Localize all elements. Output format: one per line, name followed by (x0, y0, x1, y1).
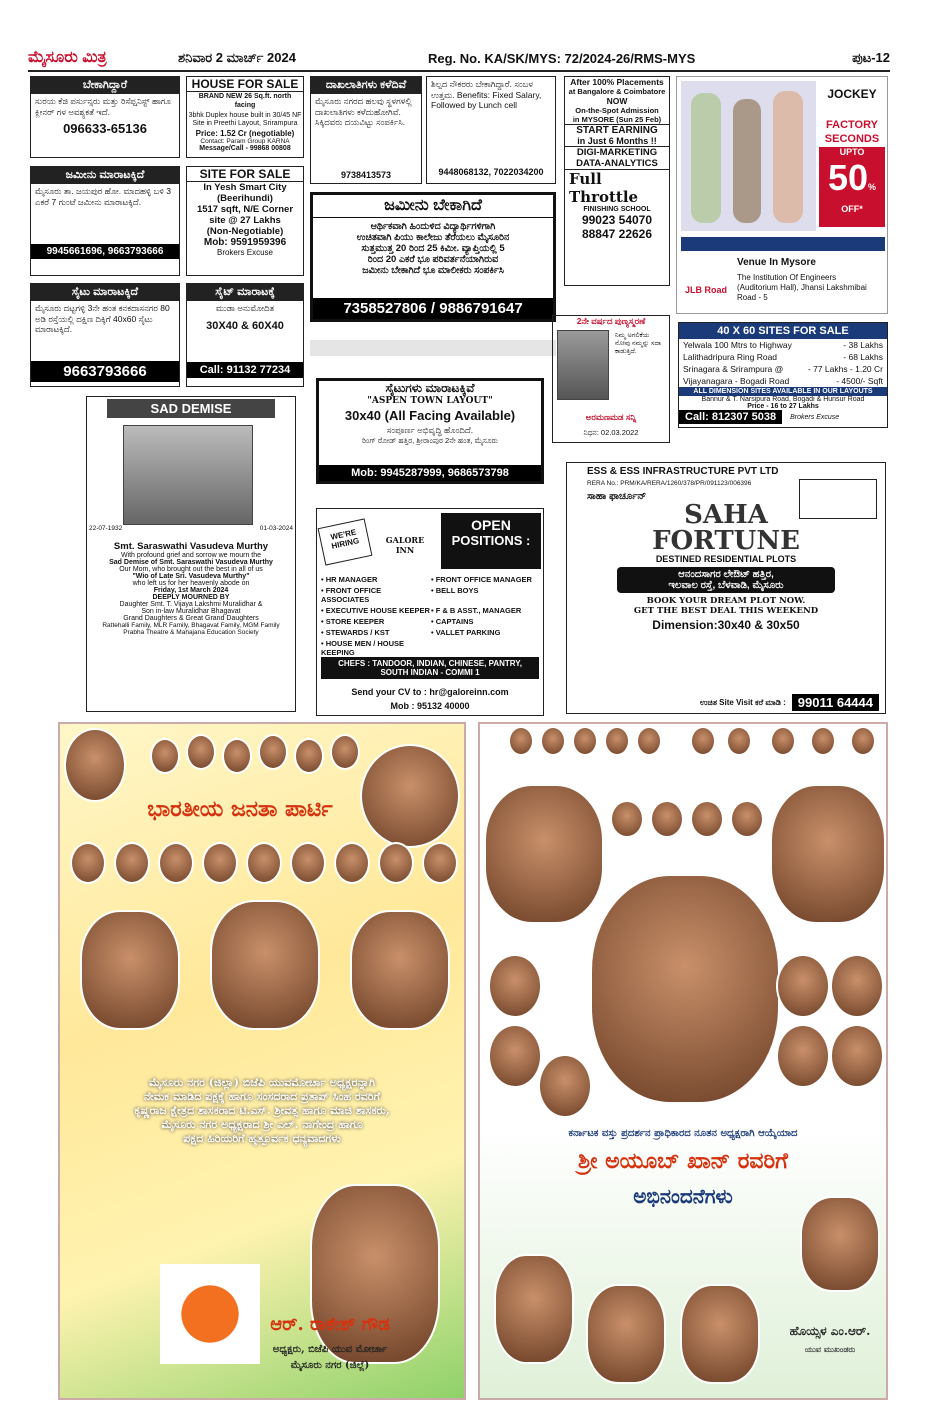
brand-line: Full (569, 170, 602, 188)
ad-line: ರಿಂದ 20 ಎಕರೆ ಭೂ ಪರಿವರ್ತನೆಯಾಗಿರುವ (367, 254, 499, 265)
ad-phone: 7358527806 / 9886791647 (313, 298, 553, 319)
cta-line: GET THE BEST DEAL THIS WEEKEND (633, 606, 819, 616)
candidate-role: ಮೈಸೂರು ನಗರ (ಜಿಲ್ಲೆ) (290, 1360, 370, 1371)
congress-congratulations-ad (478, 722, 888, 1400)
leader-photo (810, 726, 836, 756)
ad-title: ದಾಖಲಾತಿಗಳು ಕಳೆದಿವೆ (311, 77, 421, 94)
ad-body: ಮೈಸೂರು ನಗರದ ಹಲವು ಸ್ಥಳಗಳಲ್ಲಿ ದಾಖಲಾತಿಗಳು ಕಳೆದುಹೋಗಿವೆ. ಸಿಕ್ಕಿದವರು ದಯವಿಟ್ಟು ಸಂಪರ್ಕಿಸಿ. (315, 96, 412, 128)
memorial-date: ನಿಧನ: 02.03.2022 (583, 428, 639, 437)
ad-line: DATA-ANALYTICS (565, 158, 669, 170)
position-item: • EXECUTIVE HOUSE KEEPER (321, 606, 430, 615)
cta-line: BOOK YOUR DREAM PLOT NOW. (646, 596, 806, 606)
sale-line: FACTORY (826, 119, 878, 131)
classified-phone: 9945661696, 9663793666 (31, 244, 179, 259)
ad-line: (Beerihundi) (217, 193, 273, 204)
ad-line: START EARNING (565, 124, 669, 136)
birth-date: 22-07-1932 (89, 525, 123, 532)
discount-value: 50 (827, 157, 869, 198)
ad-note: Brokers Excuse (790, 413, 840, 421)
site-size: 30x40 (All Facing Available) (344, 408, 516, 423)
ad-line: ಸಂಪೂರ್ಣ ಅಭಿವೃದ್ಧಿ ಹೊಂದಿದೆ. (386, 425, 474, 435)
ad-line: On-the-Spot Admission (575, 106, 659, 115)
ad-title: 40 X 60 SITES FOR SALE (679, 323, 887, 339)
leader-photo (158, 842, 194, 884)
obit-line: Daughter Smt. T. Vijaya Lakshmi Muralidhar & (119, 601, 263, 608)
leader-photo (604, 726, 630, 756)
position-item: • VALLET PARKING (431, 628, 501, 637)
classified-title: ಸೈಟು ಮಾರಾಟಕ್ಕಿದೆ (31, 284, 179, 301)
obit-line: DEEPLY MOURNED BY (152, 594, 230, 601)
ad-note: Brokers Excuse (216, 248, 274, 257)
ad-line: at Bangalore & Coimbatore (568, 87, 666, 96)
ad-phone: Mob: 9945287999, 9686573798 (319, 465, 541, 481)
obit-line: Son in-law Muralidhar Bhagavat (141, 608, 241, 615)
registration-number: Reg. No. KA/SK/MYS: 72/2024-26/RMS-MYS (428, 50, 696, 66)
leader-photo (850, 726, 876, 756)
open-positions-badge (441, 513, 541, 569)
leader-photo (830, 954, 884, 1018)
memorial-ad (552, 315, 670, 443)
sender-name: ಹೊಯ್ಸಳ ಎಂ.ಆರ್. (789, 1324, 871, 1338)
layout-name: "ASPEN TOWN LAYOUT" (367, 396, 493, 406)
venue-address: (Auditorium Hall), Jhansi Lakshmibai (737, 283, 867, 292)
leader-photo (610, 800, 644, 838)
candidate-name: ಆರ್. ರಾಕೇಶ್ ಗೌಡ (270, 1314, 390, 1335)
leader-photo (330, 734, 360, 770)
sender-photo (800, 1196, 880, 1292)
company-name: ESS & ESS INFRASTRUCTURE PVT LTD (587, 466, 779, 477)
badge-line: POSITIONS : (451, 533, 531, 548)
message-line: ಕರ್ನಾಟಕ ವಸ್ತು ಪ್ರದರ್ಶನ ಪ್ರಾಧಿಕಾರದ ನೂತನ ಅಧ್ಯಕ್ಷರಾಗಿ ಆಯ್ಕೆಯಾದ (568, 1128, 798, 1139)
ad-phone: 9738413573 (340, 170, 392, 180)
jockey-sale-ad (676, 76, 888, 314)
site-price: - 77 Lakhs - 1.20 Cr (807, 364, 883, 374)
leader-photo (484, 784, 604, 924)
sites-line: Price - 16 to 27 Lakhs (747, 403, 819, 410)
badge-line: OPEN (471, 517, 511, 533)
leader-photo (334, 842, 370, 884)
leader-photo (538, 1054, 592, 1118)
leader-photo (70, 842, 106, 884)
leader-photo (726, 726, 752, 756)
position-item: • HR MANAGER (321, 575, 378, 584)
site-for-sale-ad (186, 166, 304, 276)
galore-inn-jobs-ad (316, 508, 544, 716)
ad-phone: 88847 22626 (581, 227, 653, 241)
ad-size: 30X40 & 60X40 (206, 319, 284, 332)
project-name: SAHA (684, 500, 768, 530)
brand-line: Throttle (569, 188, 639, 206)
bjp-congratulations-ad (58, 722, 466, 1400)
deceased-photo (123, 425, 253, 525)
upto-label: UPTO (839, 147, 865, 157)
ad-phone: Call: 91132 77234 (187, 362, 303, 378)
ad-line: ಆರ್ಥಿಕವಾಗಿ ಹಿಂದುಳಿದ ವಿದ್ಯಾರ್ಥಿಗಳಿಗಾಗಿ (370, 221, 496, 232)
lost-documents-ad (310, 76, 422, 184)
site-visit-label: ಉಚಿತ Site Visit ಕರೆ ಮಾಡಿ : (699, 697, 786, 707)
jobs-ad (426, 76, 556, 184)
land-wanted-ad (310, 192, 556, 322)
saha-fortune-ad (566, 462, 886, 714)
site-location: Yelwala 100 Mtrs to Highway (683, 340, 792, 350)
obit-line: "Wio of Late Sri. Vasudeva Murthy" (132, 573, 250, 580)
leader-photo (540, 726, 566, 756)
leader-photo (650, 800, 684, 838)
house-for-sale-ad (186, 76, 304, 158)
masthead: ಮೈಸೂರು ಮಿತ್ರ (28, 49, 107, 66)
ad-line: 3bhk Duplex house built in 30/45 NF (188, 111, 302, 119)
obit-line: who left us for her heavenly abode on (132, 580, 250, 587)
obit-line: Friday, 1st March 2024 (153, 587, 229, 594)
site-price: - 68 Lakhs (843, 352, 883, 362)
sale-line: SECONDS (824, 133, 880, 145)
page-header (28, 46, 890, 72)
model-figure (733, 99, 761, 223)
aspen-town-ad (316, 378, 544, 484)
supporter-photo (680, 1284, 760, 1384)
company-logo (799, 479, 877, 519)
project-name: FORTUNE (652, 526, 800, 556)
ad-line: DIGI-MARKETING (565, 146, 669, 158)
position-item: • BELL BOYS (431, 586, 479, 595)
leader-photo (378, 842, 414, 884)
sites-40x60-ad (678, 322, 888, 428)
message-line: ಕೃಷ್ಣರಾಜ ಕ್ಷೇತ್ರದ ಶಾಸಕರಾದ ಟಿ.ಎಸ್. ಶ್ರೀವತ್ಸ ಹಾಗೂ ಮಾಜಿ ಶಾಸಕರು, (134, 1104, 390, 1117)
location-line: ಇಲವಾಲ ರಸ್ತೆ, ಬೆಳವಾಡಿ, ಮೈಸೂರು (668, 580, 784, 591)
position-item: • FRONT OFFICE MANAGER (431, 575, 532, 584)
leader-photo (186, 734, 216, 770)
classified-phone: 096633-65136 (31, 119, 179, 138)
blank-strip (310, 340, 556, 356)
ad-line: NOW (606, 96, 628, 106)
leader-photo (80, 910, 180, 1030)
obit-line: Prabha Theatre & Mahajana Education Society (123, 629, 259, 636)
sad-demise-ad (86, 396, 296, 712)
ad-line: 1517 sqft, N/E Corner (196, 204, 294, 215)
candidate-role: ಅಧ್ಯಕ್ಷರು, ಬಿಜೆಪಿ ಯುವ ಮೋರ್ಚಾ (272, 1344, 388, 1355)
ad-line: Site in Preethi Layout, Srirampura (192, 120, 298, 128)
ad-line: site @ 27 Lakhs (209, 215, 281, 226)
candidate-photo (310, 1184, 440, 1364)
ad-phone: Mob : 95132 40000 (390, 701, 470, 711)
ad-line: BRAND NEW 26 Sq.ft. north facing (198, 93, 292, 109)
memorial-photo (557, 330, 609, 400)
project-name-kannada: ಸಾಹಾ ಫಾರ್ಚೂನ್ (587, 491, 647, 502)
position-item: • CAPTAINS (431, 617, 474, 626)
leader-photo (572, 726, 598, 756)
leader-photo (770, 726, 796, 756)
ad-title: ಜಮೀನು ಬೇಕಾಗಿದೆ (313, 195, 553, 218)
ad-line: in MYSORE (Sun 25 Feb) (572, 115, 662, 124)
ad-phone: 99023 54070 (581, 213, 653, 227)
plot-dimension: Dimension:30x40 & 30x50 (652, 618, 800, 632)
site-location: Vijayanagara - Bogadi Road (683, 376, 790, 386)
venue-title: Venue In Mysore (737, 257, 816, 268)
venue-address: Road - 5 (737, 293, 768, 302)
page-number: ಪುಟ-12 (852, 50, 890, 65)
leader-photo (776, 1024, 830, 1088)
model-figure (691, 93, 721, 223)
location-line: ಆನಂದಸಾಗರ ಲೇಔಟ್ ಹತ್ತಿರ, (678, 569, 774, 580)
leader-photo (690, 726, 716, 756)
memorial-title: 2ನೇ ವರ್ಷದ ಪುಣ್ಯಸ್ಮರಣೆ (576, 316, 646, 326)
honoree-photo (590, 874, 780, 1104)
position-item: • F & B ASST., MANAGER (431, 606, 522, 615)
ad-title: ಸೈಟುಗಳು ಮಾರಾಟಕ್ಕಿವೆ (385, 381, 475, 395)
ad-line: (Non-Negotiable) (206, 226, 284, 237)
model-figure (773, 91, 803, 223)
deceased-name: Smt. Saraswathi Vasudeva Murthy (113, 541, 269, 552)
finishing-school-ad (564, 76, 670, 286)
ad-body: ಶಿಲ್ಪದ ನೌಕರರು ಬೇಕಾಗಿದ್ದಾರೆ. ಸಂಬಳ ಉತ್ತಮ. Benefits: Fixed Salary, Followed by Lunch cell (431, 79, 542, 111)
ad-phone: 99011 64444 (792, 694, 879, 711)
ad-phone: Call: 812307 5038 (679, 410, 782, 424)
discount-badge (819, 147, 885, 227)
memorial-name: ಅರಮಣಮಡ ಸನ್ನಿ (585, 412, 637, 422)
classified-phone: 9663793666 (31, 361, 179, 382)
issue-date: ಶನಿವಾರ 2 ಮಾರ್ಚ್ 2024 (178, 50, 296, 65)
brand-name: JOCKEY (827, 87, 877, 101)
ad-line: in Just 6 Months !! (577, 136, 657, 146)
obit-line: Rattehalli Family, MLR Family, Bhagavat Family, MGM Family (102, 622, 280, 629)
sites-line: Bannur & T. Narsipura Road, Bogadi & Hunsur Road (701, 396, 865, 403)
leader-photo (508, 726, 534, 756)
ad-title: ಸೈಟ್ ಮಾರಾಟಕ್ಕೆ (187, 284, 303, 301)
ad-phone: Mob: 9591959396 (203, 237, 287, 248)
greeting: ಅಭಿನಂದನೆಗಳು (633, 1184, 733, 1208)
ad-price: Price: 1.52 Cr (negotiable) (195, 129, 295, 138)
chefs-line: CHEFS : TANDOOR, INDIAN, CHINESE, PANTRY, SOUTH INDIAN - COMMI 1 (321, 657, 539, 679)
position-item: • FRONT OFFICE ASSOCIATES (321, 586, 382, 604)
info-strip (681, 237, 885, 251)
leader-photo (202, 842, 238, 884)
message-line: ಪಕ್ಷದ ಹಿರಿಯರಿಗೆ ಹೃತ್ಪೂರ್ವಕ ಧನ್ಯವಾದಗಳು (183, 1132, 341, 1145)
ad-line: ರಿಂಗ್ ರೋಡ್ ಹತ್ತಿರ, ಶ್ರೀರಾಂಪುರ 2ನೇ ಹಂತ, ಮೈಸೂರು (362, 436, 498, 445)
venue-road: JLB Road (685, 285, 728, 295)
leader-photo (246, 842, 282, 884)
site-price: - 38 Lakhs (843, 340, 883, 350)
ad-contact: Contact: Param Group KARNA (200, 138, 290, 145)
ad-line: ಮುಡಾ ಅನುಮೋದಿತ (215, 303, 275, 313)
brand-name: GALORE INN (385, 535, 425, 555)
supporter-photo (494, 1254, 574, 1364)
leader-photo (258, 734, 288, 770)
position-item: • HOUSE MEN / HOUSE KEEPING (321, 639, 405, 657)
classified-site-sale (30, 283, 180, 387)
leader-photo (114, 842, 150, 884)
leader-photo (830, 1024, 884, 1088)
leader-photo (488, 1024, 542, 1088)
brand-sub: FINISHING SCHOOL (583, 206, 651, 213)
leader-photo (210, 900, 320, 1030)
obit-line: Grand Daughters & Great Grand Daughters (123, 615, 259, 622)
supporter-photo (586, 1284, 666, 1384)
cv-email: Send your CV to : hr@galoreinn.com (351, 687, 509, 697)
leader-photo (290, 842, 326, 884)
obit-line: Our Mom, who brought out the best in all of us (119, 566, 263, 573)
leader-photo (64, 728, 126, 802)
ad-line: ಸುತ್ತಮುತ್ತ 20 ರಿಂದ 25 ಕಿಮೀ. ವ್ಯಾಪ್ತಿಯಲ್ಲಿ 5 (361, 243, 505, 254)
classified-body: ಮೈಸೂರು ತಾ. ಜಯಪುರ ಹೋ. ಮಾದಹಳ್ಳಿ ಬಳಿ 3 ಎಕರೆ 7 ಗುಂಟೆ ಜಮೀನು ಮಾರಾಟಕ್ಕಿದೆ. (35, 186, 171, 207)
obit-line: With profound grief and sorrow we mourn the (120, 552, 262, 559)
site-location: Lalithadripura Ring Road (683, 352, 778, 362)
discount-suffix: % OFF* (841, 182, 877, 214)
positions-list (321, 575, 541, 657)
message-line: ಮೈಸೂರು ನಗರ ಅಧ್ಯಕ್ಷರಾದ ಶ್ರೀ ಎಲ್. ನಾಗೇಂದ್ರ ಹಾಗೂ (161, 1118, 363, 1131)
sites-band: ALL DIMENSION SITES AVAILABLE IN OUR LAYOUTS (679, 387, 887, 396)
leader-photo (730, 800, 764, 838)
leader-photo (776, 954, 830, 1018)
classified-body: ಮೈಸೂರು ದಟ್ಟಗಳ್ಳಿ 3ನೇ ಹಂತ ಕನಕದಾಸನಗರ 80 ಅಡಿ ರಸ್ತೆಯಲ್ಲಿ ದಕ್ಷಿಣ ದಿಕ್ಕಿಗೆ 40x60 ಸೈಟು ಮಾರಾಟಕ್ಕಿದೆ. (35, 303, 170, 335)
project-subtitle: DESTINED RESIDENTIAL PLOTS (655, 554, 797, 564)
classified-body: ಸುರಯ ಕೆಜಿ ಪರ್ಸುನ್ಸರು ಮತ್ತು ರಿಸೆಪ್ಷನಿಸ್ಟ್ ಹಾಗೂ ಕ್ಲೀನರ್ ಗಳ ಅವಶ್ಯಕತೆ ಇದೆ. (35, 96, 171, 117)
site-price: - 4500/- Sqft (836, 376, 883, 386)
ad-line: After 100% Placements (570, 77, 664, 87)
models-image (681, 81, 816, 231)
position-item: • STORE KEEPER (321, 617, 385, 626)
classified-title: ಜಮೀನು ಮಾರಾಟಕ್ಕಿದೆ (31, 167, 179, 184)
position-item: • STEWARDS / KST (321, 628, 390, 637)
ad-title: SITE FOR SALE (187, 167, 303, 182)
leader-photo (636, 726, 662, 756)
leader-photo (422, 842, 458, 884)
ad-filler (187, 336, 303, 362)
party-name: ಭಾರತೀಯ ಜನತಾ ಪಾರ್ಟಿ (147, 796, 333, 822)
ad-line: In Yesh Smart City (203, 182, 287, 193)
obit-line: Sad Demise of Smt. Saraswathi Vasudeva Murthy (109, 559, 273, 566)
classified-wanted (30, 76, 180, 158)
honoree-name: ಶ್ರೀ ಅಯೂಬ್ ಖಾನ್ ರವರಿಗೆ (578, 1148, 788, 1174)
ad-phone: 9448068132, 7022034200 (438, 167, 544, 177)
site-sale-kannada-ad (186, 283, 304, 387)
ad-phone: Message/Call - 99868 00808 (199, 145, 291, 152)
classified-land-sale (30, 166, 180, 276)
leader-photo (350, 910, 450, 1030)
ad-title: SAD DEMISE (107, 399, 275, 418)
leader-photo (770, 784, 886, 924)
site-location: Srinagara & Srirampura @ (683, 364, 784, 374)
classified-title: ಬೇಕಾಗಿದ್ದಾರೆ (31, 77, 179, 94)
hiring-tag: WE'RE HIRING (318, 518, 373, 565)
leader-photo (488, 954, 542, 1018)
memorial-body: ನಿಮ್ಮ ಅಗಲಿಕೆಯ ನೋವು ನಮ್ಮನ್ನು ಸದಾ ಕಾಡುತ್ತಿದೆ. (615, 332, 661, 356)
ad-line: ಜಮೀನು ಬೇಕಾಗಿದೆ ಭೂ ಮಾಲೀಕರು ಸಂಪರ್ಕಿಸಿ (362, 265, 504, 276)
rera-number: RERA No.: PRM/KA/RERA/1260/378/PR/091123/006396 (587, 480, 752, 487)
leader-photo (222, 738, 252, 774)
message-line: ನೇಮಕ ಮಾಡಿದ ಪಕ್ಷಕ್ಕೆ ಹಾಗೂ ಸಂಸದರಾದ ಪ್ರತಾಪ್ ಸಿಂಹ ರವರಿಗೆ (144, 1090, 380, 1103)
sender-role: ಯುವ ಮುಖಂಡರು (804, 1344, 856, 1354)
position-item (431, 639, 541, 657)
death-date: 01-03-2024 (259, 525, 293, 532)
leader-photo (294, 738, 324, 774)
message-line: ಮೈಸೂರು ನಗರ (ಜಿಲ್ಲಾ) ಬಿಜೆಪಿ ಯುವಮೋರ್ಚಾ ಅಧ್ಯಕ್ಷರನ್ನಾಗಿ (149, 1076, 375, 1089)
ad-line: ಉಚಿತವಾಗಿ ಪಿಯು ಕಾಲೇಜು ತೆರೆಯಲು ಮೈಸೂರಿನ (356, 232, 510, 243)
leader-photo (690, 800, 724, 838)
leader-photo (150, 738, 180, 774)
venue-address: The Institution Of Engineers (737, 273, 837, 282)
ad-title: HOUSE FOR SALE (187, 77, 303, 92)
